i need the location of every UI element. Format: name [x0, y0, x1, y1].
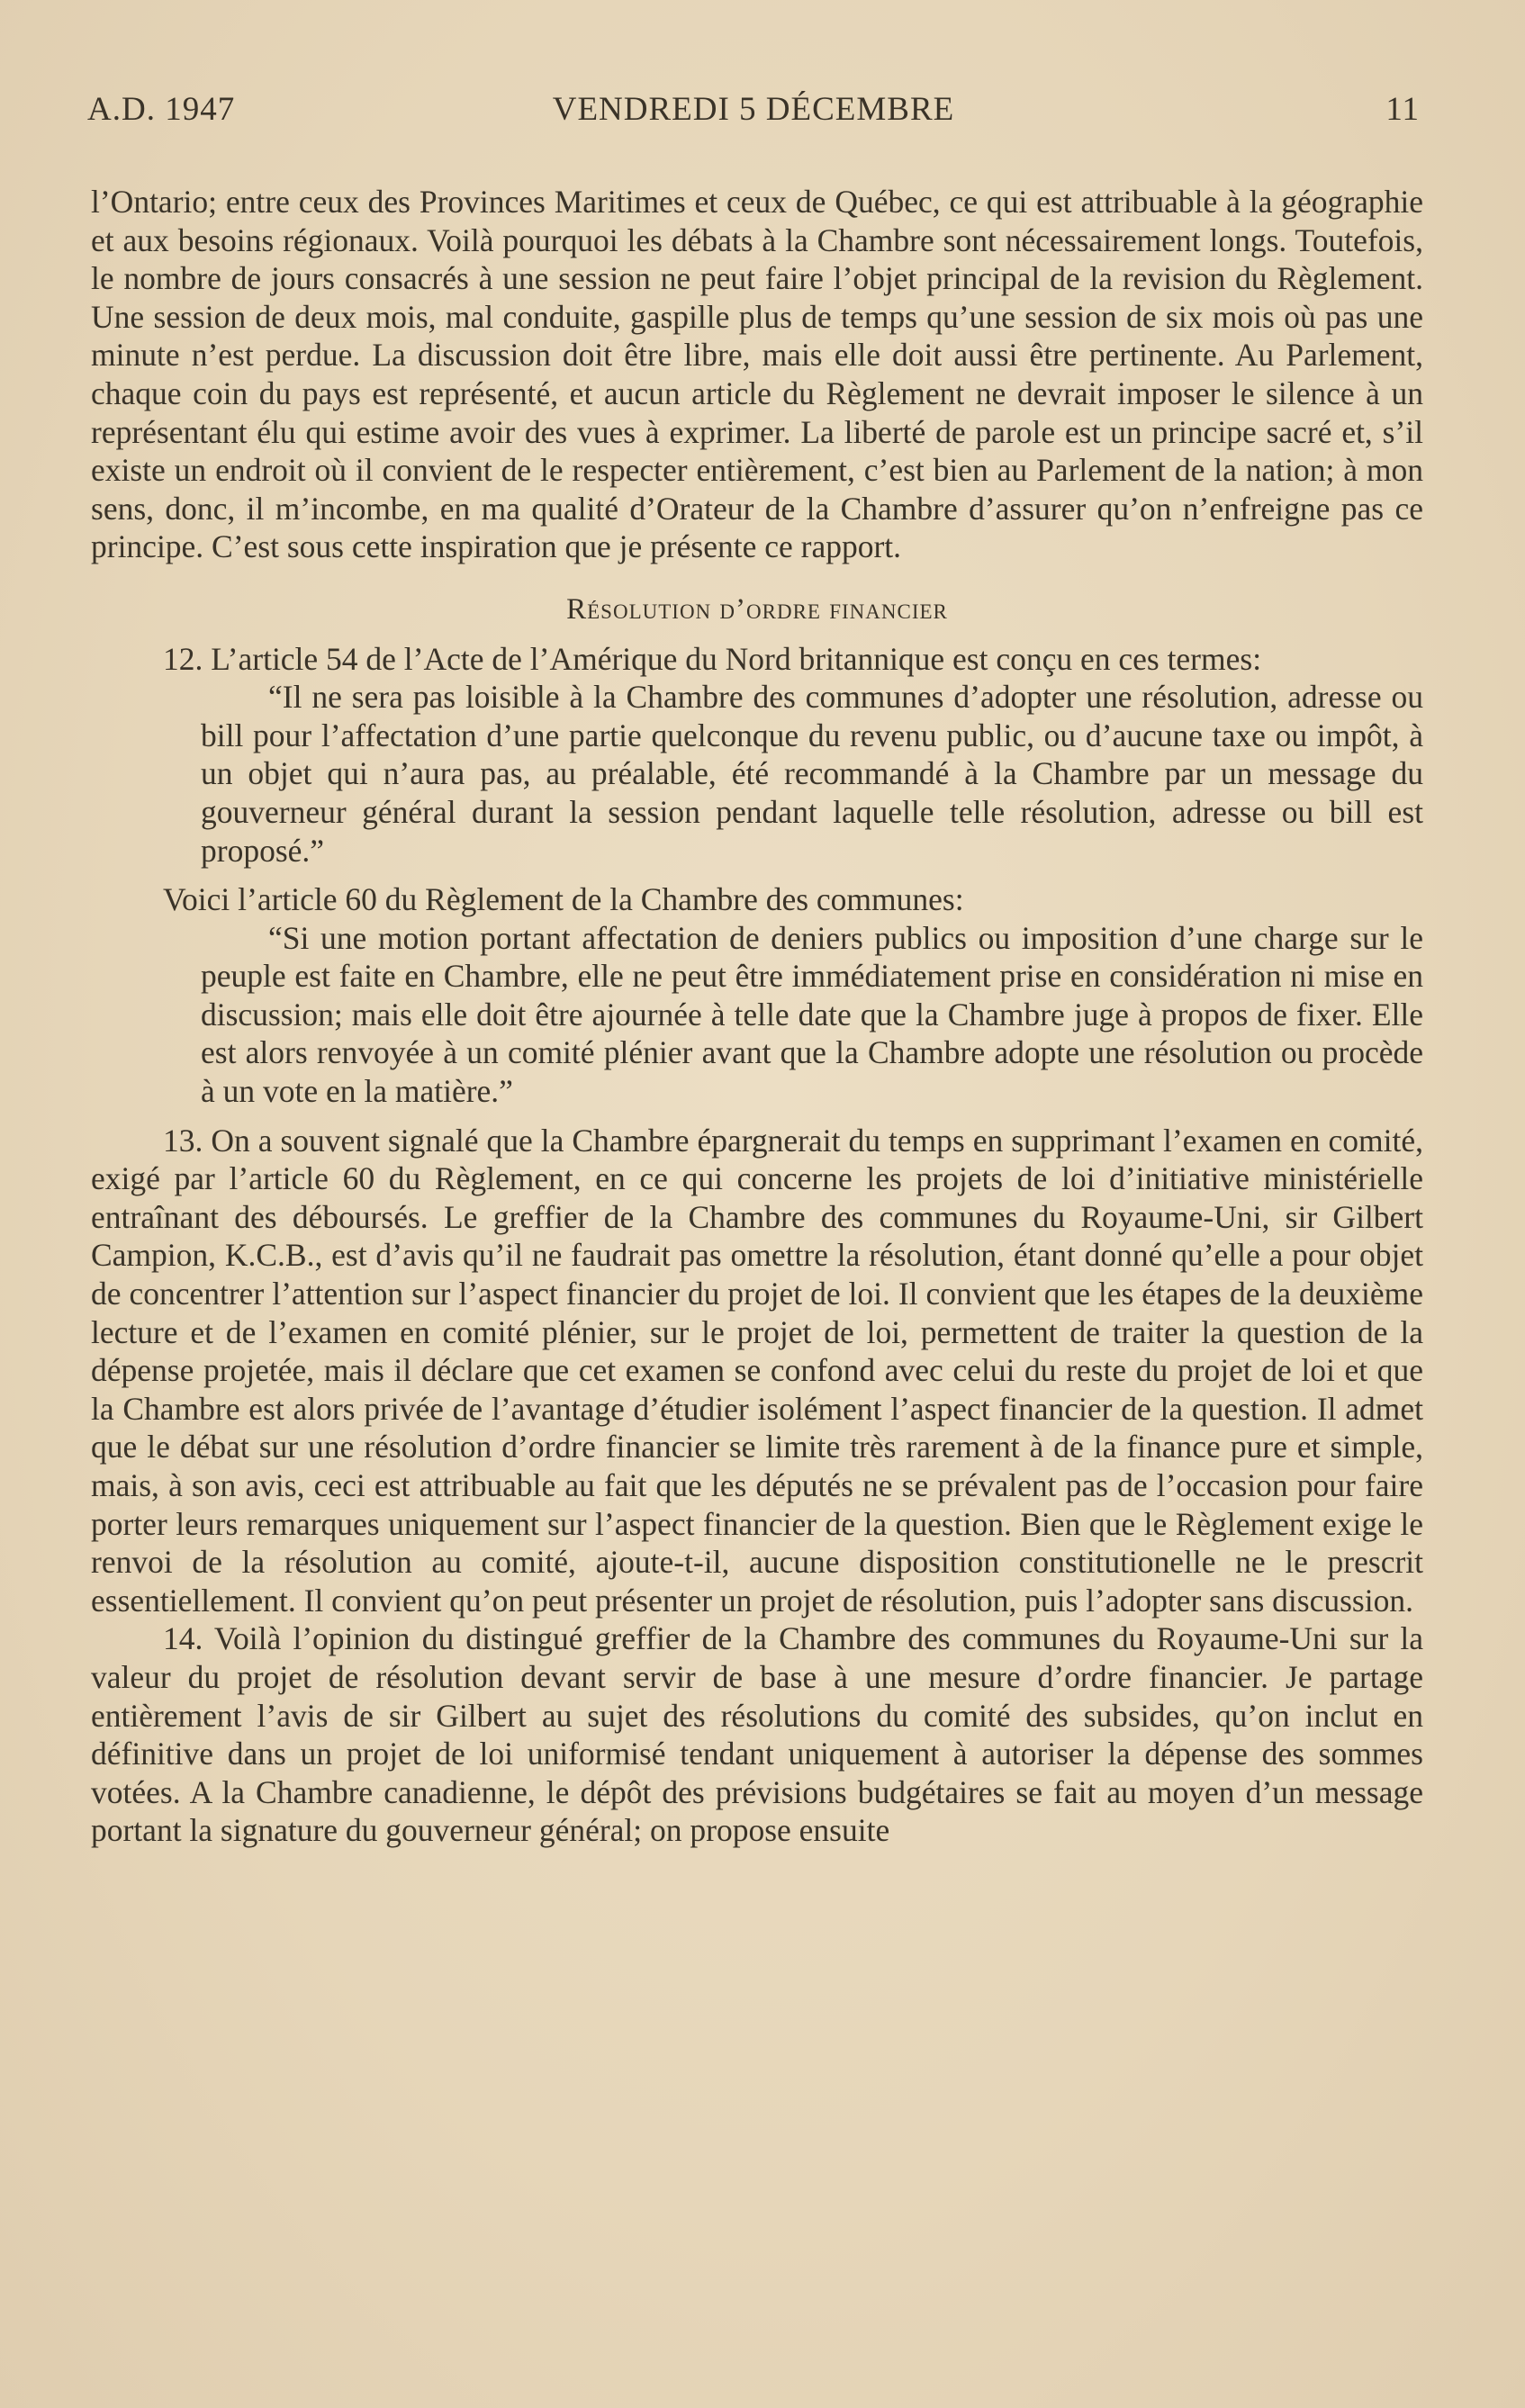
paragraph-12: 12. L’article 54 de l’Acte de l’Amérique du Nord britannique est conçu en ces termes:	[163, 640, 1262, 677]
paragraph-continuation: l’Ontario; entre ceux des Provinces Maritimes et ceux de Québec, ce qui est attribuable à la géographie et aux besoins régionaux. Voilà pourquoi les débats à la Chambre sont nécessairement longs. Toutefois, le nombre de jours consacrés à une session ne peut faire l’objet principal de la revision du Règlement. Une session de deux mois, mal conduite, gaspille plus de temps qu’une session de six mois où pas une minute n’est perdue. La discussion doit être libre, mais elle doit aussi être pertinente. Au Parlement, chaque coin du pays est représenté, et aucun article du Règlement ne devrait imposer le silence à un représentant élu qui estime avoir des vues à exprimer. La liberté de parole est un principe sacré et, s’il existe un endroit où il convient de le respecter entièrement, c’est bien au Parlement de la nation; à mon sens, donc, il m’incombe, en ma qualité d’Orateur de la Chambre d’assurer qu’on n’enfreigne pas ce principe. C’est sous cette inspiration que je présente ce rapport.	[91, 184, 1423, 565]
header-date: VENDREDI 5 DÉCEMBRE	[552, 91, 955, 128]
page-number: 11	[1385, 91, 1420, 128]
paragraph-14: 14. Voilà l’opinion du distingué greffier de la Chambre des communes du Royaume-Uni sur la valeur du projet de résolution devant servir de base à une mesure d’ordre financier. Je partage entièrement l’avis de sir Gilbert au sujet des résolutions du comité des subsides, qu’on inclut en définitive dans un projet de loi uniformisé tendant uniquement à autoriser la dépense des sommes votées. A la Chambre canadienne, le dépôt des prévisions budgétaires se fait au moyen d’un message portant la signature du gouverneur général; on propose ensuite	[91, 1620, 1423, 1849]
quote-article-54: “Il ne sera pas loisible à la Chambre des communes d’adopter une résolution, adresse ou bill pour l’affectation d’une partie quelconque du revenu public, ou d’aucune taxe ou impôt, à un objet qui n’aura pas, au préalable, été recommandé à la Chambre par un message du gouverneur général durant la session pendant laquelle telle résolution, adresse ou bill est proposé.”	[201, 679, 1423, 869]
paragraph-voici: Voici l’article 60 du Règlement de la Chambre des communes:	[163, 881, 964, 918]
document-body	[91, 183, 1423, 1850]
quote-article-60: “Si une motion portant affectation de deniers publics ou imposition d’une charge sur le peuple est faite en Chambre, elle ne peut être immédiatement prise en considération ni mise en discussion; mais elle doit être ajournée à telle date que la Chambre juge à propos de fixer. Elle est alors renvoyée à un comité plénier avant que la Chambre adopte une résolution ou procède à un vote en la matière.”	[201, 919, 1423, 1110]
section-heading: Résolution d’ordre financier	[566, 592, 948, 626]
header-year: A.D. 1947	[87, 91, 236, 128]
paragraph-13: 13. On a souvent signalé que la Chambre épargnerait du temps en supprimant l’examen en comité, exigé par l’article 60 du Règlement, en ce qui concerne les projets de loi d’initiative ministérielle entraînant des déboursés. Le greffier de la Chambre des communes du Royaume-Uni, sir Gilbert Campion, K.C.B., est d’avis qu’il ne faudrait pas omettre la résolution, étant donné qu’elle a pour objet de concentrer l’attention sur l’aspect financier du projet de loi. Il convient que les étapes de la deuxième lecture et de l’examen en comité plénier, sur le projet de loi, permettent de traiter la question de la dépense projetée, mais il déclare que cet examen se confond avec celui du reste du projet de loi et que la Chambre est alors privée de l’avantage d’étudier isolément l’aspect financier de la question. Il admet que le débat sur une résolution d’ordre financier se limite très rarement à de la finance pure et simple, mais, à son avis, ceci est attribuable au fait que les députés ne se prévalent pas de l’occasion pour faire porter leurs remarques uniquement sur l’aspect financier de la question. Bien que le Règlement exige le renvoi de la résolution au comité, ajoute-t-il, aucune disposition constitutionelle ne le prescrit essentiellement. Il convient qu’on peut présenter un projet de résolution, puis l’adopter sans discussion.	[91, 1122, 1423, 1619]
page-header	[87, 90, 1420, 135]
